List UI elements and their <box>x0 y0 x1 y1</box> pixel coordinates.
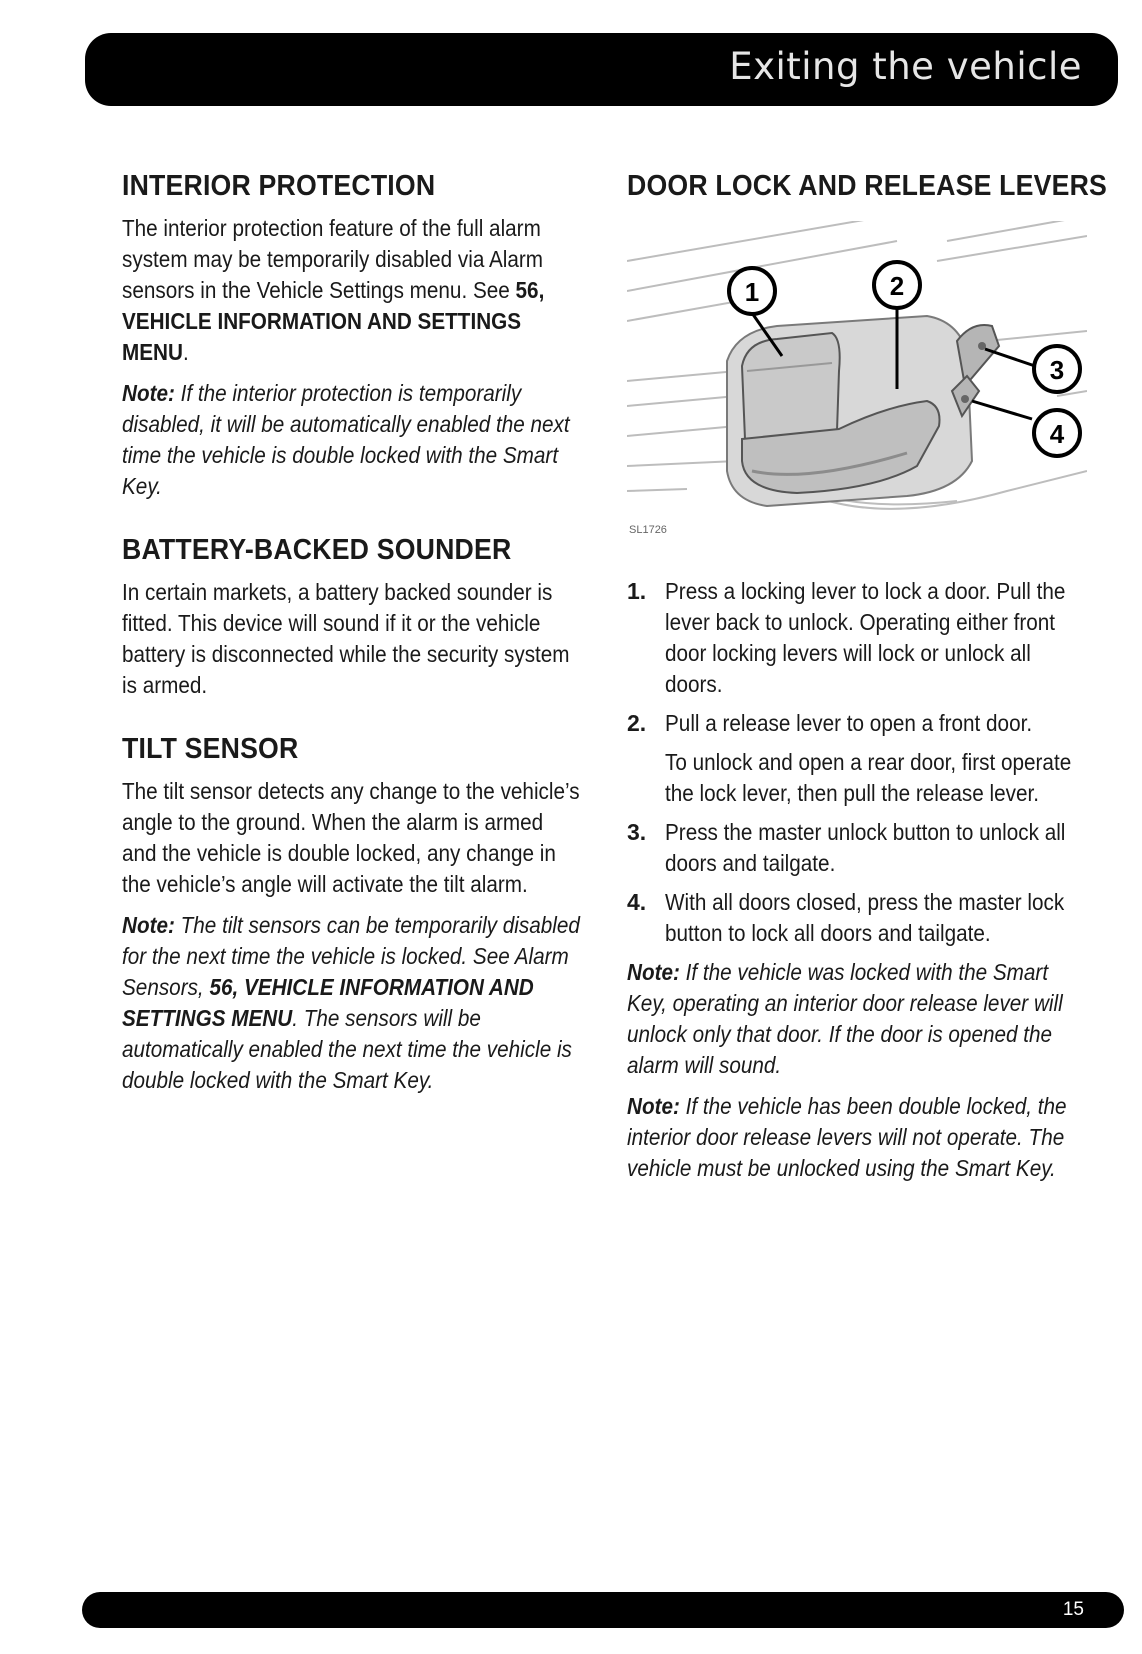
note-text: If the interior protection is temporarily disabled, it will be automatically enabled the next time the vehicle is double locked with the Smart Key. <box>122 380 570 499</box>
step-number: 4. <box>627 889 647 915</box>
callout-2: 2 <box>889 271 905 301</box>
note-label: Note: <box>627 959 680 985</box>
callout-1: 1 <box>744 277 760 307</box>
interior-body-text: The interior protection feature of the full alarm system may be temporarily disabled via Alarm sensors in the Vehicle Settings menu. See <box>122 215 544 303</box>
step-extra-text: To unlock and open a rear door, first operate the lock lever, then pull the release lever. <box>665 749 1072 806</box>
interior-ref-link[interactable]: 56, VEHICLE INFORMATION AND SETTINGS MENU <box>122 277 545 365</box>
interior-protection-body <box>122 213 582 368</box>
tilt-sensor-heading: TILT SENSOR <box>122 733 299 765</box>
interior-body-end: . <box>182 339 189 365</box>
list-item <box>627 817 1092 879</box>
step-number: 2. <box>627 710 647 736</box>
list-item <box>627 708 1092 809</box>
note-text: If the vehicle has been double locked, the interior door release levers will not operate. The vehicle must be unlocked using the Smart Key. <box>627 1093 1067 1181</box>
door-note-1 <box>627 957 1092 1081</box>
interior-note <box>122 378 582 502</box>
page-number: 15 <box>1062 1599 1084 1620</box>
note-text: If the vehicle was locked with the Smart Key, operating an interior door release lever will unlock only that door. If the door is opened the alarm will sound. <box>627 959 1063 1078</box>
callout-3: 3 <box>1049 355 1065 385</box>
battery-sounder-body: In certain markets, a battery backed sounder is fitted. This device will sound if it or the vehicle battery is disconnected while the security system is armed. <box>122 579 570 698</box>
door-lever-illustration <box>627 221 1087 546</box>
right-column <box>627 170 1108 1194</box>
interior-protection-heading: INTERIOR PROTECTION <box>122 170 436 202</box>
callout-4: 4 <box>1049 419 1065 449</box>
door-lever-drawing <box>627 221 1087 546</box>
header-bar <box>85 33 1118 106</box>
list-item <box>627 576 1092 700</box>
note-text-end: . The sensors will be automatically enabled the next time the vehicle is double locked with the Smart Key. <box>122 1005 572 1093</box>
note-text: The tilt sensors can be temporarily disabled for the next time the vehicle is locked. See Alarm Sensors, <box>122 912 580 1000</box>
step-text: Pull a release lever to open a front door. <box>665 710 1033 736</box>
footer-bar <box>82 1592 1124 1628</box>
step-number: 3. <box>627 819 647 845</box>
steps-list <box>627 576 1092 949</box>
note-label: Note: <box>627 1093 680 1119</box>
step-text: Press a locking lever to lock a door. Pull the lever back to unlock. Operating either front door locking levers will lock or unlock all doors. <box>665 578 1066 697</box>
step-text: Press the master unlock button to unlock all doors and tailgate. <box>665 819 1066 876</box>
door-note-2 <box>627 1091 1092 1184</box>
step-number: 1. <box>627 578 647 604</box>
door-lock-heading: DOOR LOCK AND RELEASE LEVERS <box>627 170 1108 202</box>
note-label: Note: <box>122 912 175 938</box>
note-label: Note: <box>122 380 175 406</box>
page-title: Exiting the vehicle <box>729 45 1082 88</box>
tilt-note <box>122 910 582 1096</box>
figure-code: SL1726 <box>629 524 667 536</box>
tilt-sensor-body: The tilt sensor detects any change to the vehicle’s angle to the ground. When the alarm is armed and the vehicle is double locked, any change in the vehicle’s angle will activate the tilt alarm. <box>122 778 580 897</box>
tilt-ref-link[interactable]: 56, VEHICLE INFORMATION AND SETTINGS MENU <box>122 974 534 1031</box>
left-column <box>122 170 582 1106</box>
list-item <box>627 887 1092 949</box>
step-text: With all doors closed, press the master lock button to lock all doors and tailgate. <box>665 889 1065 946</box>
battery-sounder-heading: BATTERY-BACKED SOUNDER <box>122 534 512 566</box>
